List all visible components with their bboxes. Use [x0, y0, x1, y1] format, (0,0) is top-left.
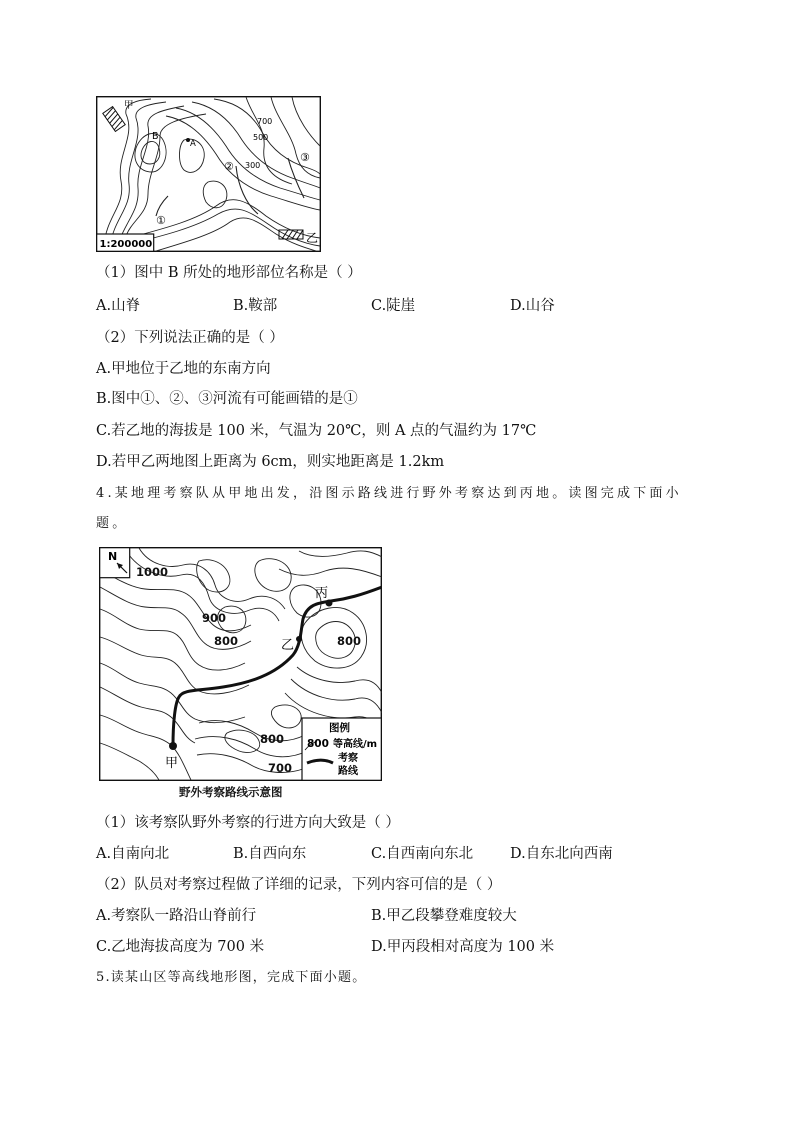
contour-map-2: [99, 547, 382, 781]
map1-scale: 1:200000: [99, 239, 153, 250]
q3-sub1-option-b[interactable]: B.鞍部: [233, 298, 278, 314]
map1-river-2: ②: [224, 160, 234, 173]
map2-contour-800-c: 800: [260, 732, 285, 746]
q4-sub2-option-a[interactable]: A.考察队一路沿山脊前行: [96, 908, 257, 924]
q3-sub2-option-d[interactable]: D.若甲乙两地图上距离为 6cm，则实地距离是 1.2km: [96, 454, 445, 470]
map2-contour-800-b: 800: [337, 634, 362, 648]
contour-map-2-svg: [99, 547, 382, 781]
map1-contour-500: 500: [253, 133, 269, 142]
jia-point: [169, 742, 177, 750]
map1-label-a: A: [190, 139, 196, 149]
map2-contour-700: 700: [268, 761, 293, 775]
legend-contour-value: 800: [307, 738, 329, 750]
map2-contour-800-a: 800: [214, 634, 239, 648]
map1-river-3: ③: [300, 151, 310, 164]
map1-river-1: ①: [156, 214, 166, 227]
map2-place-bing: 丙: [315, 586, 329, 601]
q4-sub2-option-d[interactable]: D.甲丙段相对高度为 100 米: [371, 939, 555, 955]
q4-sub1-option-a[interactable]: A.自南向北: [96, 846, 170, 862]
legend-route-line2: 路线: [338, 766, 358, 777]
q4-sub1-option-b[interactable]: B.自西向东: [233, 846, 307, 862]
map1-label-yi: 乙: [306, 231, 319, 245]
q4-sub2-stem: （2）队员对考察过程做了详细的记录，下列内容可信的是（ ）: [96, 877, 502, 893]
q3-sub1-stem: （1）图中 B 所处的地形部位名称是（ ）: [96, 265, 362, 281]
map2-contour-900: 900: [202, 611, 227, 625]
contour-map-1: [96, 96, 321, 252]
yi-point: [296, 636, 302, 642]
legend-contour-text: 等高线/m: [333, 739, 378, 750]
q3-sub2-stem: （2）下列说法正确的是（ ）: [96, 330, 284, 346]
q3-sub1-option-d[interactable]: D.山谷: [510, 298, 555, 314]
map2-place-jia: 甲: [165, 756, 179, 771]
legend-route-line1: 考察: [338, 753, 358, 764]
q4-sub2-option-c[interactable]: C.乙地海拔高度为 700 米: [96, 939, 265, 955]
q3-sub2-option-b[interactable]: B.图中①、②、③河流有可能画错的是①: [96, 391, 358, 407]
north-label: N: [108, 550, 118, 563]
map1-label-jia: 甲: [124, 100, 134, 111]
q4-sub2-option-b[interactable]: B.甲乙段攀登难度较大: [371, 908, 517, 924]
q4-sub1-option-d[interactable]: D.自东北向西南: [510, 846, 613, 862]
q3-sub1-option-a[interactable]: A.山脊: [96, 298, 141, 314]
q5-stem: 5.读某山区等高线地形图，完成下面小题。: [96, 970, 367, 985]
map2-contour-1000: 1000: [136, 565, 169, 579]
q4-sub1-stem: （1）该考察队野外考察的行进方向大致是（ ）: [96, 815, 400, 831]
q4-sub1-option-c[interactable]: C.自西南向东北: [371, 846, 474, 862]
map1-contour-300: 300: [245, 161, 261, 170]
legend-title: 图例: [329, 722, 350, 734]
q3-sub1-option-c[interactable]: C.陡崖: [371, 298, 416, 314]
map1-contour-700: 700: [257, 117, 273, 126]
map2-caption: 野外考察路线示意图: [179, 785, 283, 799]
q3-sub2-option-c[interactable]: C.若乙地的海拔是 100 米，气温为 20℃，则 A 点的气温约为 17℃: [96, 423, 537, 439]
contour-map-1-svg: [96, 96, 321, 252]
q4-stem-line1: 4.某地理考察队从甲地出发，沿图示路线进行野外考察达到丙地。读图完成下面小: [96, 486, 682, 501]
q4-stem-line2: 题。: [96, 516, 129, 531]
map2-place-yi: 乙: [281, 638, 295, 653]
q3-sub2-option-a[interactable]: A.甲地位于乙地的东南方向: [96, 361, 271, 377]
map1-label-b: B: [152, 131, 159, 142]
